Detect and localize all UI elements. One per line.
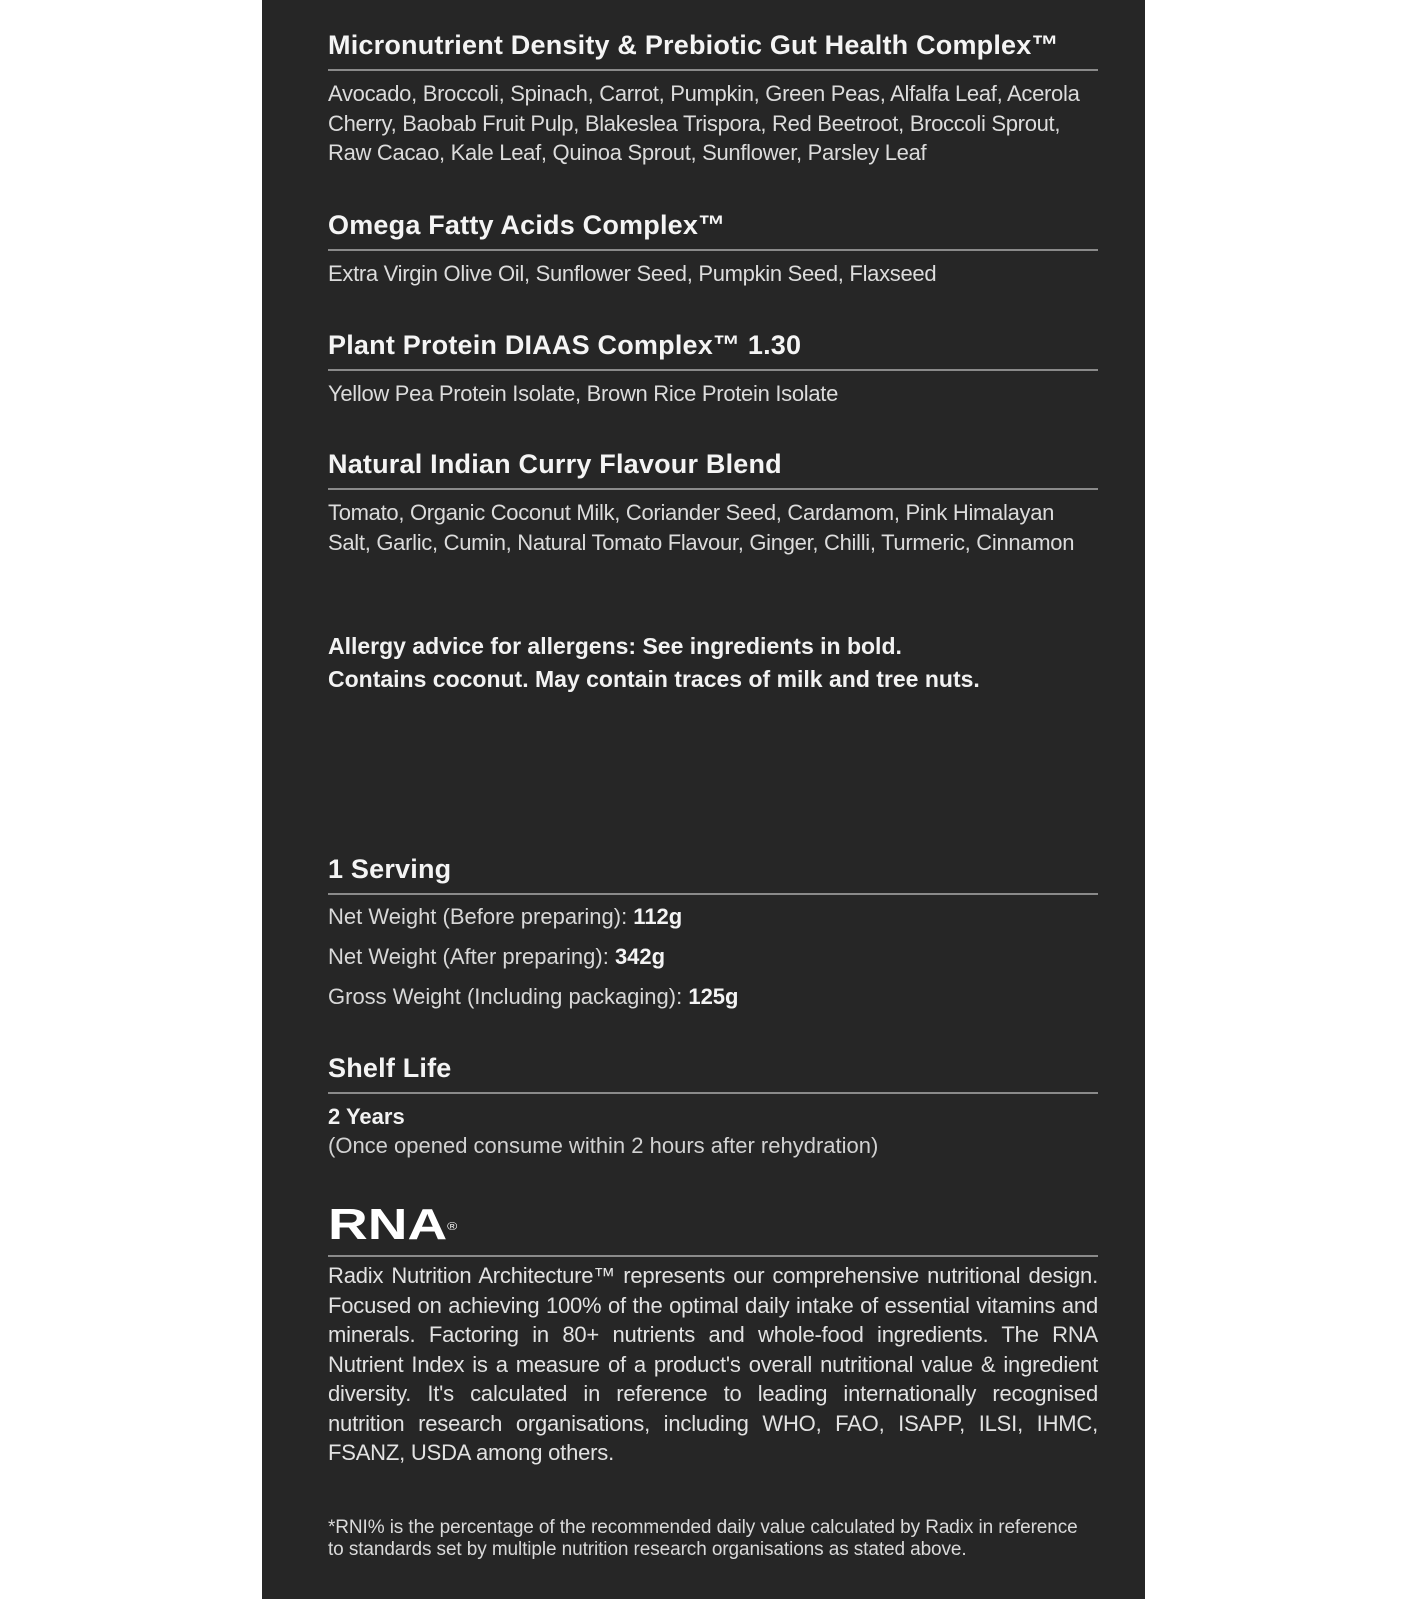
section-micronutrient — [328, 30, 1098, 168]
weight-label: Gross Weight (Including packaging): — [328, 984, 689, 1009]
section-title: Micronutrient Density & Prebiotic Gut Health Complex™ — [328, 30, 1098, 71]
section-omega — [328, 210, 1098, 289]
weight-value: 112g — [633, 904, 683, 929]
gross-weight-row — [328, 977, 1098, 1017]
section-protein — [328, 330, 1098, 409]
allergy-line-1: Allergy advice for allergens: See ingredients in bold. — [328, 633, 902, 659]
ingredient-list: Yellow Pea Protein Isolate, Brown Rice Protein Isolate — [328, 381, 839, 406]
weight-value: 342g — [614, 944, 666, 969]
ingredient-list: Extra Virgin Olive Oil, Sunflower Seed, Pumpkin Seed, Flaxseed — [328, 261, 937, 286]
section-serving — [328, 854, 1098, 1017]
section-rna — [328, 1200, 1098, 1468]
section-title: 1 Serving — [328, 854, 1098, 895]
footnote: *RNI% is the percentage of the recommended daily value calculated by Radix in reference to standards set by multiple nutrition research organisations as stated above. — [328, 1517, 1078, 1560]
rna-logo-text: RNA — [328, 1200, 448, 1249]
weight-value: 125g — [688, 984, 739, 1009]
net-weight-after-row — [328, 937, 1098, 977]
label-panel — [262, 0, 1145, 1599]
section-title: Plant Protein DIAAS Complex™ 1.30 — [328, 330, 1098, 371]
net-weight-before-row — [328, 897, 1098, 937]
ingredient-list: Avocado, Broccoli, Spinach, Carrot, Pumpkin, Green Peas, Alfalfa Leaf, Acerola Cherry, Baobab Fruit Pulp, Blakeslea Trispora, Red Beetroot, Broccoli Sprout, Raw Cacao, Kale Leaf, Quinoa Sprout, Sunflower, Parsley Leaf — [328, 81, 1080, 165]
section-flavour — [328, 449, 1098, 557]
shelf-life-years: 2 Years — [328, 1104, 405, 1129]
rna-logo — [328, 1200, 458, 1249]
rna-description: Radix Nutrition Architecture™ represents our comprehensive nutritional design. Focused on achieving 100% of the optimal daily intake of essential vitamins and minerals. Factoring in 80+ nutrients and whole-food ingredients. The RNA Nutrient Index is a measure of a product's overall nutritional value & ingredient diversity. It's calculated in reference to leading internationally recognised nutrition research organisations, including WHO, FAO, ISAPP, ILSI, IHMC, FSANZ, USDA among others. — [328, 1263, 1098, 1465]
ingredient-list: Tomato, Organic Coconut Milk, Coriander Seed, Cardamom, Pink Himalayan Salt, Garlic, Cumin, Natural Tomato Flavour, Ginger, Chilli, Turmeric, Cinnamon — [328, 500, 1075, 555]
section-shelf-life — [328, 1053, 1098, 1160]
shelf-life-note: (Once opened consume within 2 hours after rehydration) — [328, 1133, 879, 1158]
section-title: Shelf Life — [328, 1053, 1098, 1094]
section-title: Omega Fatty Acids Complex™ — [328, 210, 1098, 251]
allergy-advice — [328, 630, 1098, 696]
weight-label: Net Weight (After preparing): — [328, 944, 615, 969]
section-title: Natural Indian Curry Flavour Blend — [328, 449, 1098, 490]
allergy-line-2: Contains coconut. May contain traces of milk and tree nuts. — [328, 666, 980, 692]
weight-label: Net Weight (Before preparing): — [328, 904, 634, 929]
registered-mark: ® — [447, 1221, 458, 1233]
